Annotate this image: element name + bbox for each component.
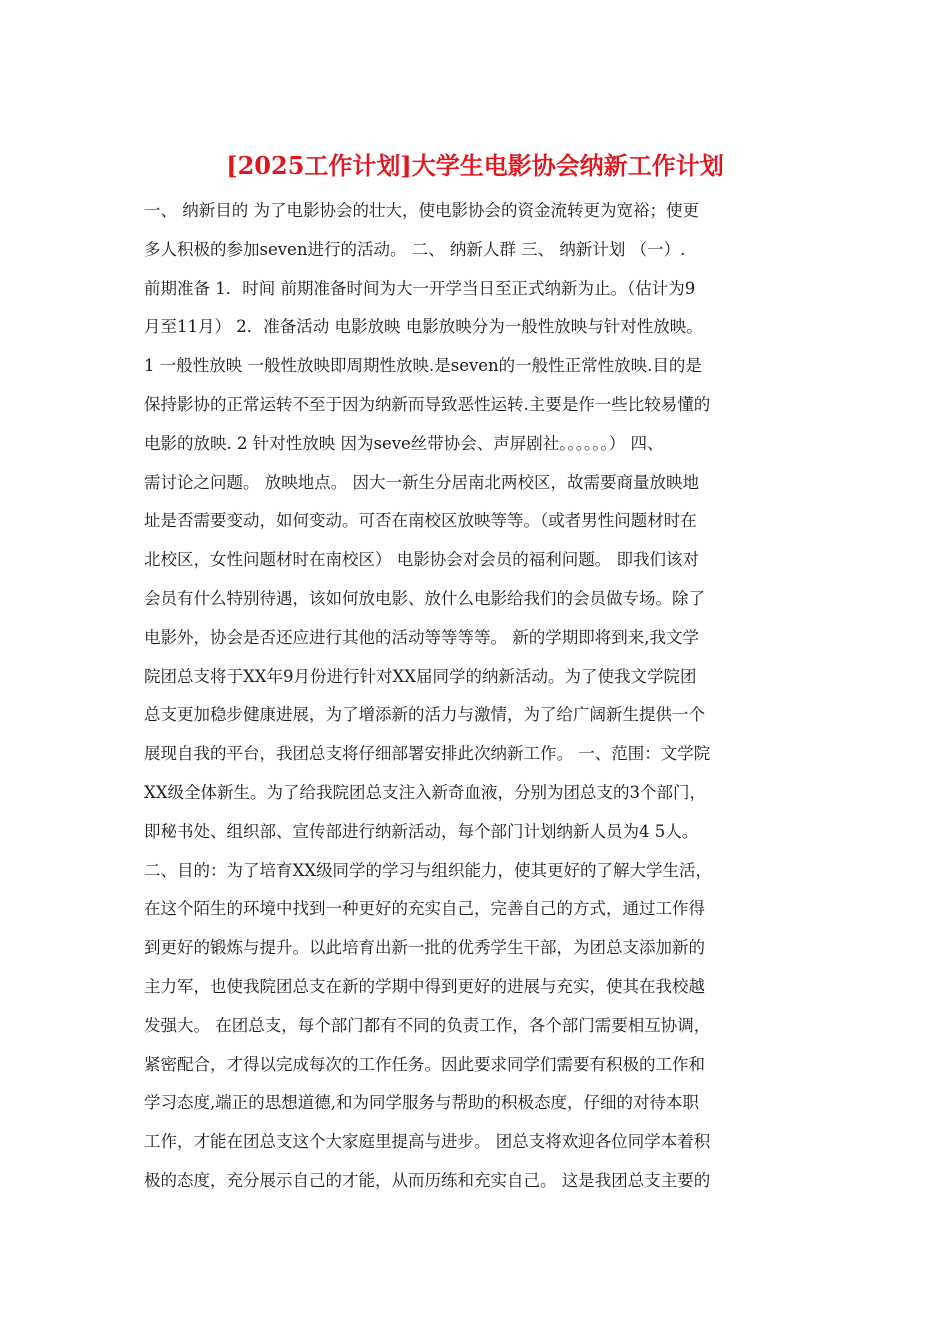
body-line: 在这个陌生的环境中找到一种更好的充实自己，完善自己的方式，通过工作得 bbox=[144, 899, 705, 919]
body-line: 一、 纳新目的 为了电影协会的壮大，使电影协会的资金流转更为宽裕；使更 bbox=[144, 201, 699, 220]
body-line: 即秘书处、组织部、宣传部进行纳新活动，每个部门计划纳新人员为4 5人。 bbox=[144, 821, 699, 841]
body-line: 总支更加稳步健康进展，为了增添新的活力与激情，为了给广阔新生提供一个 bbox=[144, 705, 705, 725]
body-line: 极的态度，充分展示自己的才能，从而历练和充实自己。 这是我团总支主要的 bbox=[144, 1170, 711, 1190]
body-line: 主力军，也使我院团总支在新的学期中得到更好的进展与充实，使其在我校越 bbox=[144, 976, 705, 996]
body-line: 院团总支将于XX年9月份进行针对XX届同学的纳新活动。为了使我文学院团 bbox=[144, 666, 697, 686]
body-line: 二、目的：为了培育XX级同学的学习与组织能力，使其更好的了解大学生活， bbox=[144, 860, 712, 880]
body-line: 电影外，协会是否还应进行其他的活动等等等等。 新的学期即将到来,我文学 bbox=[144, 627, 699, 647]
body-line: 工作，才能在团总支这个大家庭里提高与进步。 团总支将欢迎各位同学本着积 bbox=[144, 1132, 711, 1152]
body-line: 发强大。 在团总支，每个部门都有不同的负责工作，各个部门需要相互协调， bbox=[144, 1015, 711, 1035]
body-line: 址是否需要变动，如何变动。可否在南校区放映等等。（或者男性问题材时在 bbox=[144, 511, 697, 531]
body-line: 北校区，女性问题材时在南校区） 电影协会对会员的福利问题。 即我们该对 bbox=[144, 550, 699, 570]
body-line: 学习态度,端正的思想道德,和为同学服务与帮助的积极态度，仔细的对待本职 bbox=[144, 1093, 699, 1113]
body-line: 需讨论之问题。 放映地点。 因大一新生分居南北两校区，故需要商量放映地 bbox=[144, 472, 699, 492]
body-line: 前期准备 1．时间 前期准备时间为大一开学当日至正式纳新为止。（估计为9 bbox=[144, 278, 696, 298]
body-line: 1 一般性放映 一般性放映即周期性放映.是seven的一般性正常性放映.目的是 bbox=[144, 356, 702, 376]
body-line: 紧密配合，才得以完成每次的工作任务。因此要求同学们需要有积极的工作和 bbox=[144, 1054, 705, 1074]
document-title: [2025工作计划]大学生电影协会纳新工作计划 bbox=[226, 151, 724, 180]
body-line: 到更好的锻炼与提升。以此培育出新一批的优秀学生干部，为团总支添加新的 bbox=[144, 938, 705, 958]
body-line: 保持影协的正常运转不至于因为纳新而导致恶性运转.主要是作一些比较易懂的 bbox=[144, 394, 711, 414]
body-line: 多人积极的参加seven进行的活动。 二、 纳新人群 三、 纳新计划 （一）. bbox=[144, 239, 686, 259]
body-line: 展现自我的平台，我团总支将仔细部署安排此次纳新工作。 一、范围：文学院 bbox=[144, 744, 711, 764]
body-line: 月至11月） 2．准备活动 电影放映 电影放映分为一般性放映与针对性放映。 bbox=[144, 317, 703, 337]
body-line: 电影的放映. 2 针对性放映 因为seve丝带协会、声屏剧社。。。。。。） 四、 bbox=[144, 433, 664, 453]
document-body bbox=[144, 192, 814, 1201]
body-line: 会员有什么特别待遇，该如何放电影、放什么电影给我们的会员做专场。除了 bbox=[144, 588, 705, 608]
body-line: XX级全体新生。为了给我院团总支注入新奇血液，分别为团总支的3个部门， bbox=[144, 782, 706, 802]
